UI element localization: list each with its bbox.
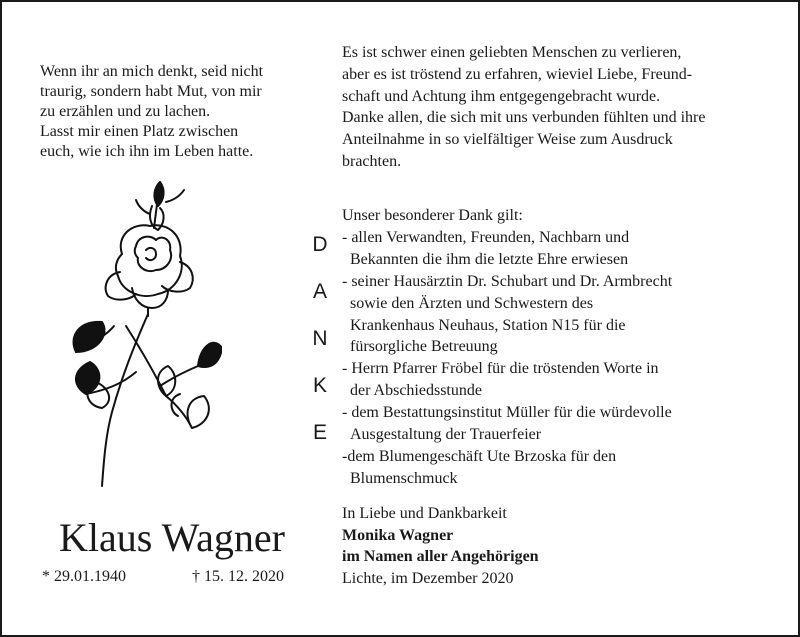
danke-vertical (308, 234, 332, 469)
thanks-list (342, 205, 782, 490)
closing-signature (342, 503, 539, 589)
intro-line: Es ist schwer einen geliebten Menschen zu verlieren, (342, 44, 682, 61)
danke-letter: N (312, 327, 328, 350)
thanks-line: - dem Bestattungsinstitut Müller für die würdevolle (342, 404, 672, 422)
thanks-line: fürsorgliche Betreuung (350, 338, 498, 356)
intro-line: schaft und Achtung ihm entgegengebracht wurde. (342, 87, 661, 105)
poem-line: euch, wie ich ihn im Leben hatte. (40, 143, 254, 160)
poem (40, 62, 302, 162)
thanks-line: - allen Verwandten, Freunden, Nachbarn und (342, 228, 630, 246)
poem-line: traurig, sondern habt Mut, von mir (40, 83, 262, 100)
closing-line: In Liebe und Dankbarkeit (342, 505, 507, 522)
deceased-name: Klaus Wagner (59, 515, 285, 560)
thanks-heading: Unser besonderer Dank gilt: (342, 207, 523, 224)
intro-line: Danke allen, die sich mit uns verbunden fühlten und ihre (342, 109, 706, 127)
thanks-line: - Herrn Pfarrer Fröbel für die tröstenden Worte in (342, 360, 659, 378)
poem-line: Wenn ihr an mich denkt, seid nicht (40, 63, 264, 80)
thanks-line: Ausgestaltung der Trauerfeier (350, 426, 542, 444)
birth-date: * 29.01.1940 (42, 568, 126, 585)
signer-name: Monika Wagner (342, 526, 454, 544)
intro-line: Anteilnahme in so vielfältiger Weise zum Ausdruck (342, 131, 673, 149)
death-date: † 15. 12. 2020 (192, 568, 284, 585)
intro-text (342, 42, 782, 173)
intro-line: brachten. (342, 152, 402, 170)
poem-line: Lasst mir einen Platz zwischen (40, 123, 239, 140)
thanks-line: Blumenschmuck (350, 469, 458, 487)
danke-letter: K (312, 374, 327, 397)
intro-line: aber es ist tröstend zu erfahren, wieviel Liebe, Freund- (342, 65, 693, 83)
rose-icon (62, 176, 222, 492)
thanks-line: sowie den Ärzten und Schwestern des (350, 294, 594, 312)
danke-letter: E (312, 421, 327, 444)
signer-family: im Namen aller Angehörigen (342, 548, 539, 565)
danke-letter: A (312, 280, 327, 303)
danke-letter: D (312, 233, 328, 256)
thanks-line: Krankenhaus Neuhaus, Station N15 für die (350, 316, 626, 334)
thanks-line: - seiner Hausärztin Dr. Schubart und Dr. Armbrecht (342, 272, 673, 290)
place-date: Lichte, im Dezember 2020 (342, 569, 514, 587)
thanks-line: der Abschiedsstunde (350, 382, 482, 400)
poem-line: zu erzählen und zu lachen. (40, 103, 211, 120)
thanks-line: Bekannten die ihm die letzte Ehre erwiesen (350, 250, 629, 268)
thanks-line: -dem Blumengeschäft Ute Brzoska für den (342, 447, 617, 465)
